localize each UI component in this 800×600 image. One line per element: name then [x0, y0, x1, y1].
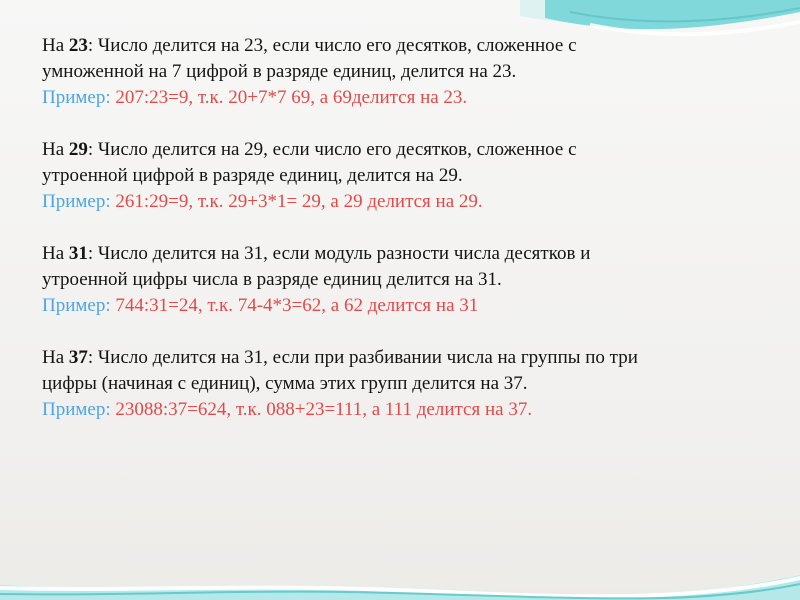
rule-29-prefix: На	[42, 139, 69, 160]
rule-37-prefix: На	[42, 347, 69, 368]
rule-23-example-text: 207:23=9, т.к. 20+7*7 69, а 69делится на 23.	[110, 87, 468, 108]
rule-23-example	[42, 85, 777, 111]
rule-block-23	[42, 33, 777, 111]
rule-block-29	[42, 137, 777, 215]
rule-37-line-2: цифры (начиная с единиц), сумма этих групп делится на 37.	[42, 373, 528, 394]
rule-31-divisor: 31	[68, 243, 88, 264]
bottom-wave-highlight	[0, 578, 800, 596]
rule-23-example-label: Пример:	[42, 87, 111, 108]
rule-37-example-text: 23088:37=624, т.к. 088+23=111, а 111 делится на 37.	[110, 399, 533, 420]
bottom-wave-fill	[0, 575, 800, 600]
rule-29-line-1	[42, 137, 777, 163]
rule-29-example-label: Пример:	[42, 191, 111, 212]
top-right-wave-main	[545, 0, 800, 29]
rule-37-text: : Число делится на 31, если при разбивании числа на группы по три	[87, 347, 638, 368]
rule-23-divisor: 23	[68, 35, 88, 56]
top-right-wave-shadow	[520, 0, 800, 25]
rule-37-line-1	[42, 345, 777, 371]
rule-31-text: : Число делится на 31, если модуль разности числа десятков и	[87, 243, 591, 264]
bottom-wave-line	[0, 584, 800, 598]
rule-31-line-2: утроенной цифры числа в разряде единиц делится на 31.	[42, 269, 502, 290]
divisibility-rules-content	[42, 33, 777, 449]
rule-block-37	[42, 345, 777, 423]
rule-31-example	[42, 293, 777, 319]
rule-29-example-text: 261:29=9, т.к. 29+3*1= 29, а 29 делится на 29.	[110, 191, 483, 212]
rule-37-divisor: 37	[68, 347, 88, 368]
rule-29-divisor: 29	[68, 139, 88, 160]
rule-31-line-1	[42, 241, 777, 267]
rule-31-example-label: Пример:	[42, 295, 111, 316]
rule-31-example-text: 744:31=24, т.к. 74-4*3=62, а 62 делится на 31	[110, 295, 479, 316]
top-right-wave-line	[570, 8, 800, 21]
rule-37-example-label: Пример:	[42, 399, 111, 420]
rule-29-example	[42, 189, 777, 215]
rule-23-text: : Число делится на 23, если число его десятков, сложенное с	[87, 35, 577, 56]
rule-29-text: : Число делится на 29, если число его десятков, сложенное с	[87, 139, 577, 160]
rule-23-line-1	[42, 33, 777, 59]
rule-23-line-2: умноженной на 7 цифрой в разряде единиц, делится на 23.	[42, 61, 517, 82]
rule-block-31	[42, 241, 777, 319]
rule-23-prefix: На	[42, 35, 69, 56]
rule-29-line-2: утроенной цифрой в разряде единиц, делится на 29.	[42, 165, 463, 186]
rule-31-prefix: На	[42, 243, 69, 264]
rule-37-example	[42, 397, 777, 423]
